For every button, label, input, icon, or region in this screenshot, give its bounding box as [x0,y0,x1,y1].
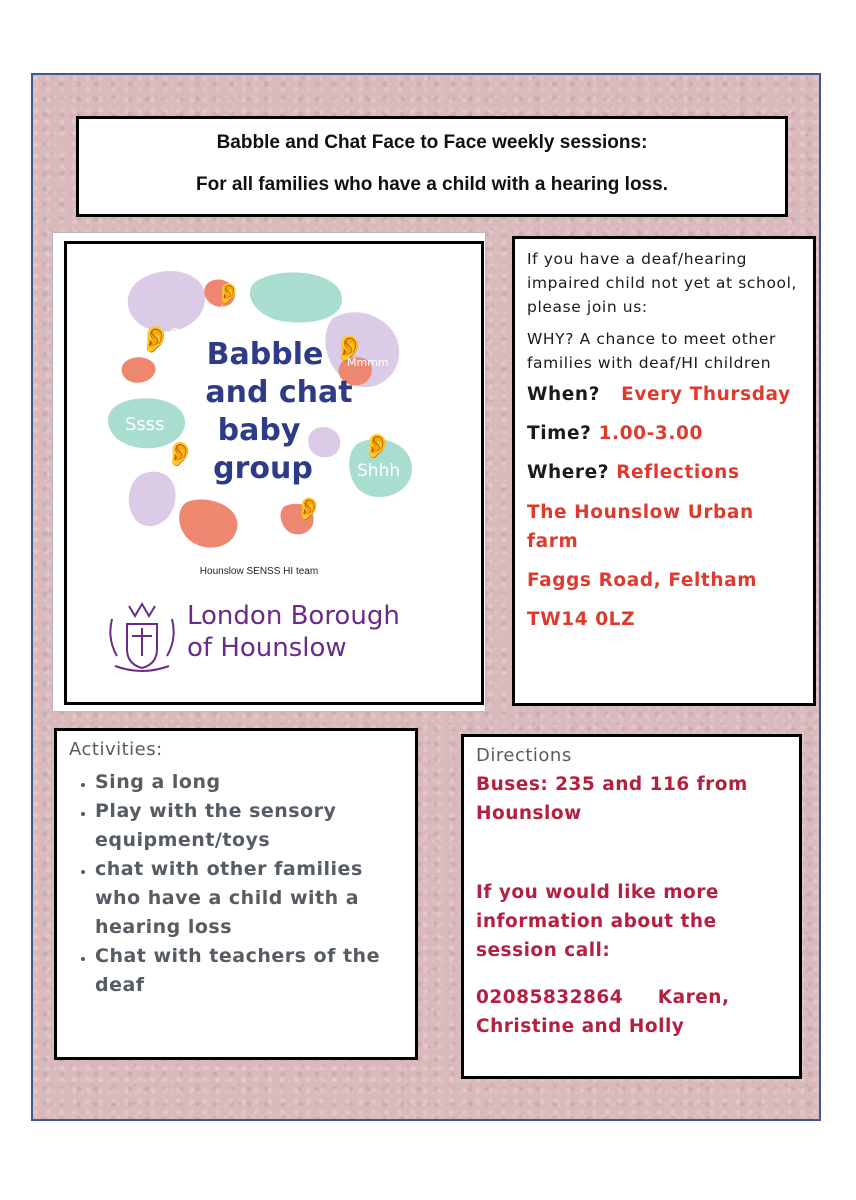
header-title: Babble and Chat Face to Face weekly sessions: [216,132,648,153]
logo-title-line: Babble [206,337,324,372]
time-value: 1.00-3.00 [598,423,703,444]
more-info-text: If you would like more information about the session call: [476,882,719,961]
ear-icon: 👂 [165,440,195,468]
where-value: Reflections [616,462,740,483]
why-text: WHY? A chance to meet other families with deaf/HI children [527,330,776,372]
list-item: • Play with the sensory equipment/toys [95,797,401,855]
council-name: of Hounslow [187,633,347,663]
activities-title: Activities: [69,739,163,760]
mint-blob [250,272,342,322]
directions-title: Directions [476,745,572,766]
logo-title-line: baby [217,413,301,448]
sound-word: Mmmm [347,356,389,369]
contact-text: 02085832864 Karen, Christine and Holly [476,987,737,1037]
sound-word: Eeee [287,488,312,499]
header-subtitle: For all families who have a child with a hearing loss. [196,174,668,195]
coral-blob [122,357,156,383]
session-info-box [512,236,816,706]
directions-box [461,734,802,1079]
buses-text: Buses: 235 and 116 from Hounslow [476,774,748,824]
intro-text: If you have a deaf/hearing impaired child not yet at school, please join us: [527,250,798,316]
babble-and-chat-logo [67,244,481,702]
list-item: • Sing a long [95,768,401,797]
activities-list [69,768,401,1000]
where-label: Where? [527,462,610,483]
council-name: London Borough [187,601,400,631]
list-item: • Chat with teachers of the deaf [95,942,401,1000]
address-line: TW14 0LZ [527,609,636,630]
time-row [527,414,803,453]
logo-title-line: and chat [205,375,353,410]
sound-word: Oooo [170,327,205,342]
team-caption: Hounslow SENSS HI team [199,566,319,577]
coral-blob [179,500,237,548]
where-row [527,453,803,492]
lilac-blob [128,271,205,332]
header-box [76,116,788,217]
time-label: Time? [527,423,592,444]
ear-icon: 👂 [362,432,392,460]
activities-box [54,728,418,1060]
lilac-blob [129,472,176,527]
logo-title-line: group [213,451,313,486]
sound-word: Aaaa [220,304,238,312]
lilac-blob [308,427,340,457]
logo-image [64,241,484,705]
ear-icon: 👂 [295,497,323,522]
address-line: The Hounslow Urban farm [527,502,754,552]
ear-icon: 👂 [139,325,172,355]
when-value: Every Thursday [621,384,791,405]
council-crest-icon [110,604,173,671]
address-line: Faggs Road, Feltham [527,570,758,591]
list-item: • chat with other families who have a child with a hearing loss [95,855,401,942]
sound-word: Ssss [125,414,165,435]
ear-icon: 👂 [216,281,241,305]
when-label: When? [527,384,601,405]
when-row [527,375,803,414]
sound-word: Shhh [357,461,401,481]
ear-icon: 👂 [333,334,366,364]
